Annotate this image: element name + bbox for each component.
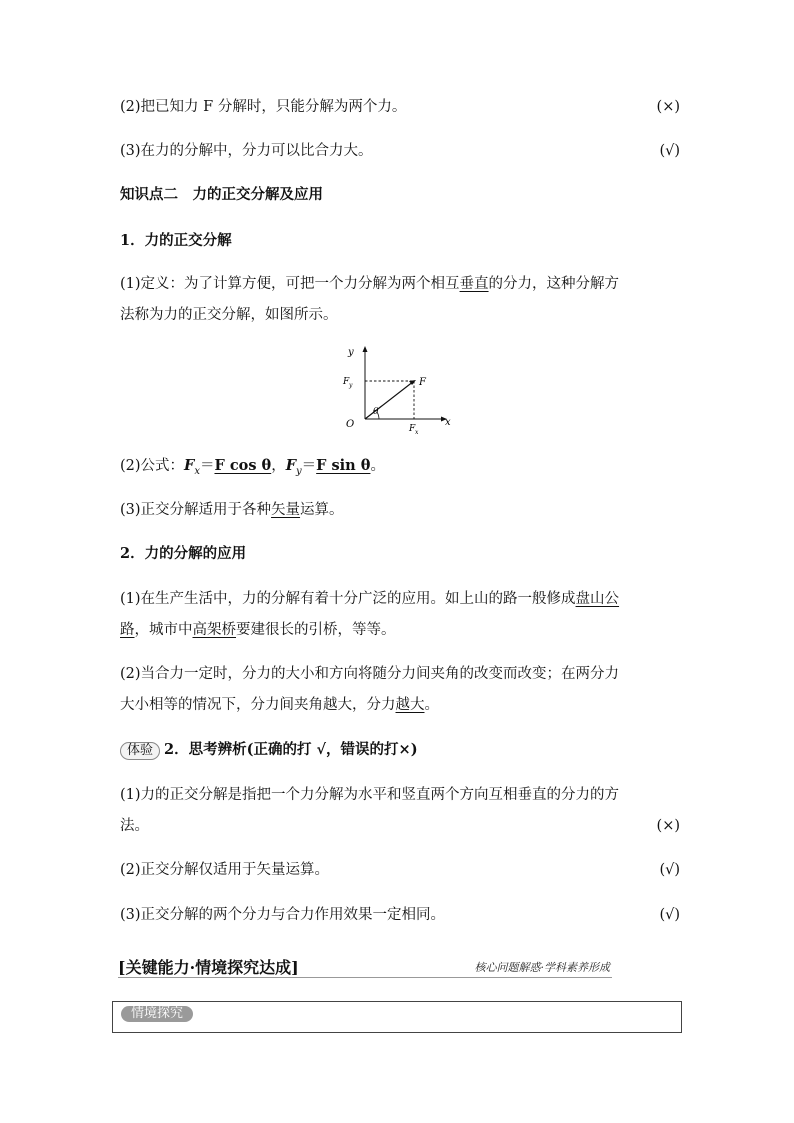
text: 运算。 bbox=[300, 502, 344, 518]
fx-subscript: x bbox=[415, 429, 419, 435]
text: (1)定义：为了计算方便，可把一个力分解为两个相互 bbox=[120, 276, 460, 292]
fy-subscript: y bbox=[349, 382, 353, 389]
fx-subscript: x bbox=[194, 465, 200, 477]
usage-line bbox=[120, 500, 680, 520]
text: 要建很长的引桥，等等。 bbox=[236, 622, 396, 638]
exp-item-1-line-2 bbox=[120, 816, 680, 836]
text: (3)正交分解的两个分力与合力作用效果一定相同。 bbox=[120, 907, 446, 923]
fx-symbol: F bbox=[184, 457, 195, 474]
definition-line-2: 法称为力的正交分解，如图所示。 bbox=[120, 307, 338, 323]
f-label: F bbox=[419, 377, 426, 388]
text: (3)正交分解适用于各种 bbox=[120, 502, 272, 518]
fx-label: F bbox=[409, 424, 416, 434]
subheading-application: 2．力的分解的应用 bbox=[120, 545, 247, 562]
application-p1-line-1 bbox=[120, 589, 680, 609]
answer-blank: F sin θ bbox=[316, 457, 371, 474]
answer-blank: F cos θ bbox=[214, 457, 272, 474]
fy-label: F bbox=[343, 377, 350, 387]
experience-title: 2．思考辨析(正确的打 √，错误的打×) bbox=[164, 741, 418, 758]
answer-blank: 盘山公 bbox=[575, 591, 620, 607]
text: (1)在生产生活中，力的分解有着十分广泛的应用。如上山的路一般修成 bbox=[120, 591, 576, 607]
application-p2-line-2 bbox=[120, 695, 680, 715]
angle-label: θ bbox=[373, 407, 379, 417]
origin-label: O bbox=[346, 419, 355, 430]
application-p2-line-1: (2)当合力一定时，分力的大小和方向将随分力间夹角的改变而改变；在两分力 bbox=[120, 666, 620, 682]
judgement-mark: (√) bbox=[659, 907, 680, 923]
answer-blank: 高架桥 bbox=[192, 622, 236, 638]
experience-heading bbox=[120, 740, 680, 760]
exp-item-1-line-1: (1)力的正交分解是指把一个力分解为水平和竖直两个方向互相垂直的分力的方 bbox=[120, 787, 620, 803]
judgement-mark: (√) bbox=[659, 862, 680, 878]
judgement-mark: (×) bbox=[656, 99, 680, 115]
x-axis-label: x bbox=[445, 417, 451, 428]
judgement-mark: (×) bbox=[656, 818, 680, 834]
judgement-text: (2)把已知力 F 分解时，只能分解为两个力。 bbox=[120, 99, 407, 115]
formula-line bbox=[120, 456, 680, 482]
text: 法。 bbox=[120, 818, 149, 834]
fy-subscript: y bbox=[296, 465, 302, 477]
judgement-text: (3)在力的分解中，分力可以比合力大。 bbox=[120, 143, 373, 159]
exp-item-2 bbox=[120, 860, 680, 880]
text: 。 bbox=[370, 458, 385, 474]
scenario-tag: 情境探究 bbox=[121, 1006, 193, 1022]
answer-blank: 越大 bbox=[395, 697, 425, 713]
section-banner-title: [关键能力·情境探究达成] bbox=[118, 958, 299, 977]
text: ＝ bbox=[301, 458, 317, 474]
text: (2)公式： bbox=[120, 458, 185, 474]
judgement-mark: (√) bbox=[659, 143, 680, 159]
answer-blank: 矢量 bbox=[271, 502, 301, 518]
answer-blank: 路 bbox=[120, 622, 135, 638]
text: ，城市中 bbox=[134, 622, 193, 638]
application-p1-line-2 bbox=[120, 620, 680, 640]
text: ＝ bbox=[199, 458, 215, 474]
definition-line-1 bbox=[120, 274, 680, 294]
section-heading: 知识点二 力的正交分解及应用 bbox=[120, 186, 323, 203]
text: 。 bbox=[424, 697, 439, 713]
subheading-orthogonal: 1．力的正交分解 bbox=[120, 232, 232, 249]
experience-badge: 体验 bbox=[120, 742, 160, 760]
orthogonal-decomposition-figure bbox=[335, 343, 460, 435]
scenario-box bbox=[112, 1001, 682, 1033]
fy-symbol: F bbox=[285, 457, 297, 474]
exp-item-3 bbox=[120, 905, 680, 925]
y-axis-label: y bbox=[348, 347, 354, 358]
judgement-item-3 bbox=[120, 141, 680, 161]
answer-blank: 垂直 bbox=[459, 276, 489, 292]
text: (2)正交分解仅适用于矢量运算。 bbox=[120, 862, 330, 878]
judgement-item-2 bbox=[120, 97, 680, 117]
text: ， bbox=[271, 458, 286, 474]
section-banner bbox=[118, 955, 612, 978]
y-axis-arrow bbox=[363, 346, 368, 352]
section-banner-subtitle: 核心问题解惑·学科素养形成 bbox=[474, 961, 610, 974]
text: 大小相等的情况下，分力间夹角越大，分力 bbox=[120, 697, 396, 713]
text: 的分力，这种分解方 bbox=[488, 276, 620, 292]
